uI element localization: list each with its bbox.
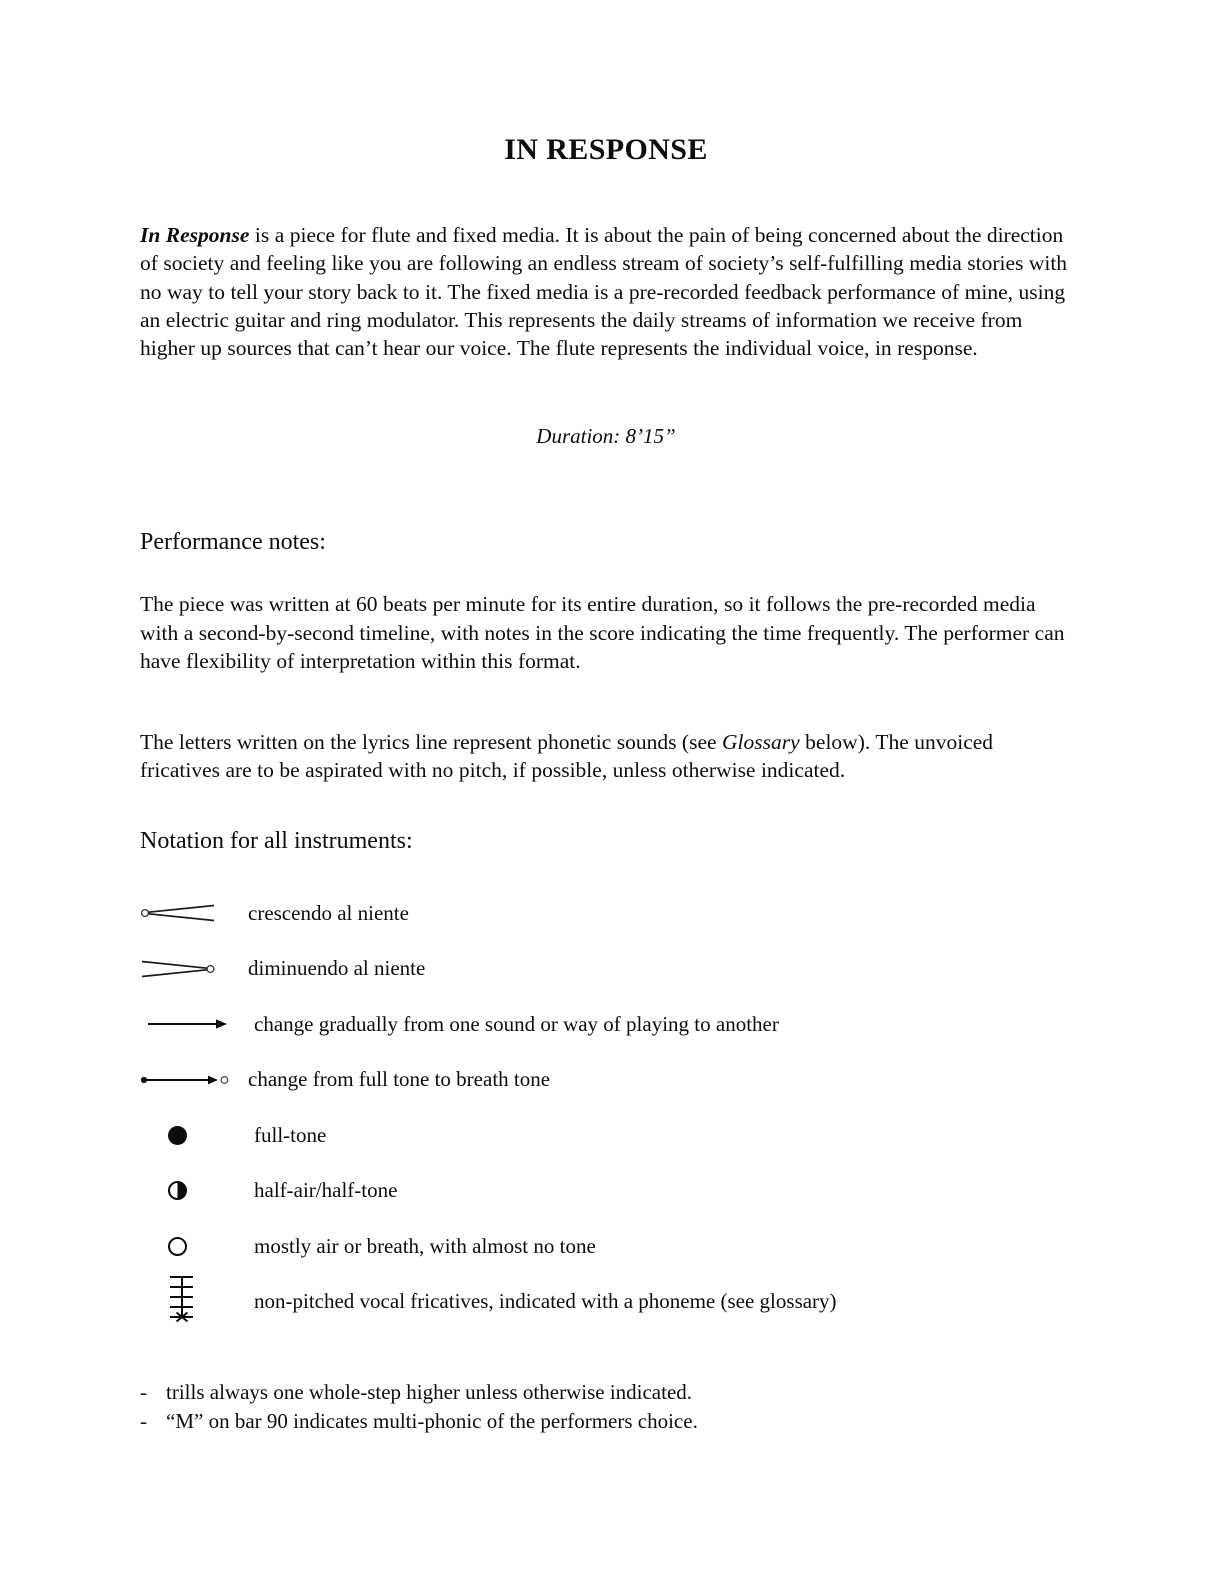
- notation-label: full-tone: [254, 1122, 327, 1147]
- notation-label: crescendo al niente: [248, 900, 409, 925]
- list-item: [140, 1163, 1072, 1219]
- glossary-reference: Glossary: [722, 730, 800, 755]
- notation-label: mostly air or breath, with almost no tone: [254, 1233, 596, 1258]
- list-item: [140, 1407, 1072, 1436]
- bullet-text: trills always one whole-step higher unless otherwise indicated.: [166, 1379, 693, 1404]
- notation-label: diminuendo al niente: [248, 956, 426, 981]
- list-item: [140, 1219, 1072, 1275]
- filled-circle-icon: [140, 1115, 248, 1155]
- page-title: IN RESPONSE: [504, 133, 708, 166]
- performance-notes-heading: Performance notes:: [140, 529, 326, 556]
- notation-heading: Notation for all instruments:: [140, 827, 413, 854]
- letters-paragraph: [140, 728, 1072, 785]
- dot-arrow-open-circle-icon: [140, 1060, 248, 1100]
- duration-line: Duration: 8’15”: [536, 424, 676, 449]
- letters-paragraph-before: The letters written on the lyrics line represent phonetic sounds (see: [140, 730, 723, 755]
- intro-paragraph: [140, 221, 1072, 362]
- list-item: [140, 1052, 1072, 1108]
- half-filled-circle-icon: [140, 1171, 248, 1211]
- arrow-right-icon: [140, 1004, 248, 1044]
- list-item: [140, 1108, 1072, 1164]
- list-item: [140, 1274, 1072, 1330]
- dash-bullet-marker: -: [140, 1379, 147, 1404]
- list-item: [140, 886, 1072, 942]
- intro-paragraph-text: is a piece for flute and fixed media. It is about the pain of being concerned about the direction of society and feeling like you are following an endless stream of society’s self-fulfilling media stories with no way to tell your story back to it. The fixed media is a pre-recorded feedback performance of mine, using an electric guitar and ring modulator. This represents the daily streams of information we receive from higher up sources that can’t hear our voice. The flute represents the individual voice, in response.: [140, 223, 1068, 361]
- letters-paragraph-after: below). The unvoiced fricatives are to be aspirated with no pitch, if possible, unless otherwise indicated.: [140, 730, 994, 783]
- notation-label: change from full tone to breath tone: [248, 1067, 551, 1092]
- dash-bullet-marker: -: [140, 1408, 147, 1433]
- list-item: [140, 1378, 1072, 1407]
- list-item: [140, 997, 1072, 1053]
- notation-label: half-air/half-tone: [254, 1178, 398, 1203]
- list-item: [140, 941, 1072, 997]
- diminuendo-al-niente-hairpin-icon: [140, 949, 248, 989]
- piece-title-inline: In Response: [140, 223, 250, 247]
- additional-notes-list: [140, 1330, 1072, 1436]
- tempo-paragraph: The piece was written at 60 beats per minute for its entire duration, so it follows the pre-recorded media with a second-by-second timeline, with notes in the score indicating the time frequently. The performer can have flexibility of interpretation within this format.: [140, 592, 1065, 673]
- open-circle-icon: [140, 1226, 248, 1266]
- crescendo-al-niente-hairpin-icon: [140, 893, 248, 933]
- notation-legend-list: [140, 856, 1072, 1330]
- staff-x-notehead-icon: [140, 1282, 248, 1322]
- notation-label: non-pitched vocal fricatives, indicated with a phoneme (see glossary): [254, 1289, 837, 1314]
- notation-label: change gradually from one sound or way of playing to another: [254, 1011, 779, 1036]
- document-content: [140, 0, 1072, 1436]
- bullet-text: “M” on bar 90 indicates multi-phonic of the performers choice.: [166, 1408, 698, 1433]
